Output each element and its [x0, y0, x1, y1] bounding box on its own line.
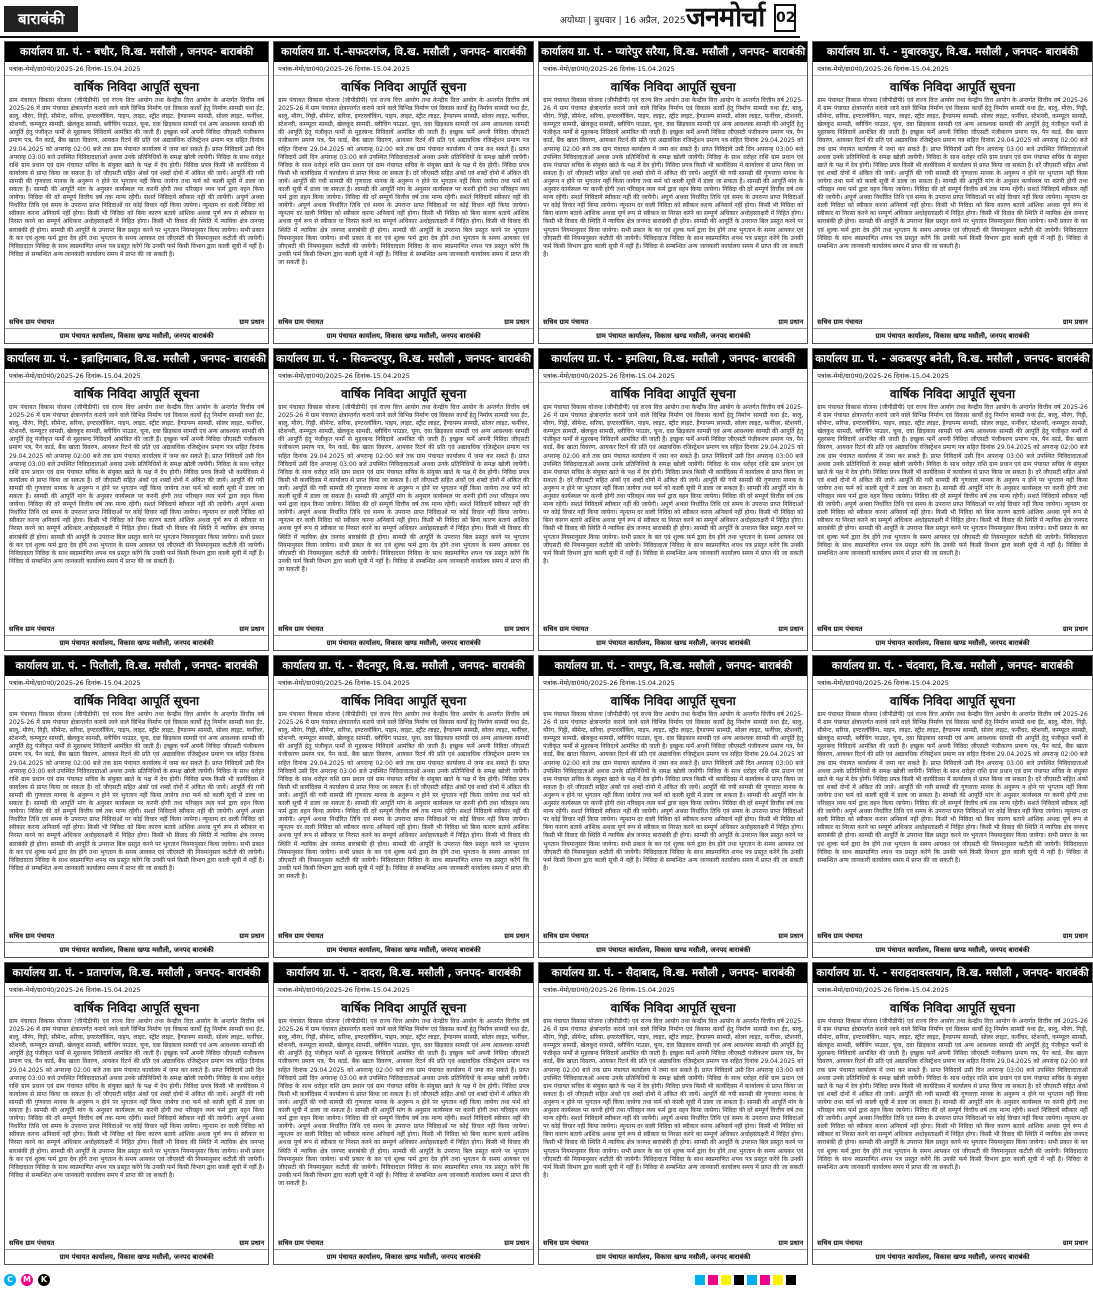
tender-notice [4, 962, 269, 1265]
color-swatch [747, 1275, 757, 1285]
notice-signatures [274, 622, 533, 635]
tender-notice [812, 41, 1093, 344]
tender-notice [273, 41, 534, 344]
notice-footer: ग्राम पंचायत कार्यालय, विकास खण्ड मसौली, जनपद बाराबंकी [5, 1249, 268, 1264]
notice-footer: ग्राम पंचायत कार्यालय, विकास खण्ड मसौली, जनपद बाराबंकी [539, 1249, 807, 1264]
notice-body: ग्राम पंचायत विकास योजना (जीपीडीपी) एवं राज्य वित्त आयोग तथा केन्द्रीय वित्त आयोग के अन्तर्गत वित्तीय वर्ष 2025-26 में ग्राम पंचायत क्षेत्रान्तर्गत कराये जाने वाले विभिन्न निर्माण एवं विकास कार्यों हेतु निर्माण सामग्री यथा ईंट, बालू, मौरंग, गिट्टी, सीमेन्ट, सरिया, इण्टरलॉकिंग, पाइप, लाइट, स्ट्रीट लाइट, हैण्डपम्प सामग्री, सोलर लाइट, फर्नीचर, स्टेशनरी, कम्प्यूटर सामग्री, खेलकूद सामग्री, ब्लीचिंग पाउडर, चूना, दवा छिड़काव सामग्री एवं अन्य आवश्यक सामग्री की आपूर्ति हेतु पंजीकृत फर्मों से मुहरबन्द निविदायें आमंत्रित की जाती हैं। इच्छुक फर्में अपनी निविदा जीएसटी पंजीकरण प्रमाण पत्र, पैन कार्ड, बैंक खाता विवरण, आयकर रिटर्न की प्रति एवं अद्यावधिक रजिस्ट्रेशन प्रमाण पत्र सहित दिनांक 29.04.2025 को अपरान्ह 02:00 बजे तक ग्राम पंचायत कार्यालय में जमा कर सकते हैं। प्राप्त निविदायें उसी दिन अपरान्ह 03:00 बजे उपस्थित निविदादाताओं अथवा उनके प्रतिनिधियों के समक्ष खोली जायेंगी। निविदा के साथ धरोहर राशि ग्राम प्रधान एवं ग्राम पंचायत सचिव के संयुक्त खाते के पक्ष में देय होगी। निविदा प्रपत्र किसी भी कार्यदिवस में कार्यालय से प्राप्त किया जा सकता है। दरें जीएसटी सहित अंकों एवं शब्दों दोनों में अंकित की जायें। आपूर्ति की गयी सामग्री की गुणवत्ता मानक के अनुरूप न होने पर भुगतान नहीं किया जायेगा तथा फर्म को काली सूची में डाला जा सकता है। सामग्री की आपूर्ति मांग के अनुसार कार्यस्थल पर करनी होगी तथा परिवहन व्यय फर्म द्वारा वहन किया जायेगा। निविदा की दरें सम्पूर्ण वित्तीय वर्ष तक मान्य रहेंगी। सशर्त निविदायें स्वीकार नहीं की जायेंगी। अपूर्ण अथवा निर्धारित तिथि एवं समय के उपरान्त प्राप्त निविदाओं पर कोई विचार नहीं किया जायेगा। न्यूनतम दर वाली निविदा को स्वीकार करना अनिवार्य नहीं होगा। किसी भी निविदा को बिना कारण बताये आंशिक अथवा पूर्ण रूप से स्वीकार या निरस्त करने का सम्पूर्ण अधिकार अधोहस्ताक्षरी में निहित होगा। किसी भी विवाद की स्थिति में न्यायिक क्षेत्र जनपद बाराबंकी ही होगा। सामग्री की आपूर्ति के उपरान्त बिल प्रस्तुत करने पर भुगतान नियमानुसार किया जायेगा। सभी प्रकार के कर एवं शुल्क फर्म द्वारा देय होंगे तथा भुगतान के समय आयकर एवं जीएसटी की नियमानुसार कटौती की जायेगी। निविदादाता निविदा के साथ स्वप्रमाणित शपथ पत्र प्रस्तुत करेंगे कि उनकी फर्म किसी विभाग द्वारा काली सूची में नहीं है। निविदा से सम्बन्धित अन्य जानकारी कार्यालय समय में प्राप्त की जा सकती है। [278, 404, 530, 573]
notice-office-title: कार्यालय ग्रा. पं. - पिलौली, वि.ख. मसौली , जनपद- बाराबंकी [5, 656, 268, 676]
sign-right: ग्राम प्रधान [778, 318, 804, 326]
notice-ref-line: पत्रांक-मेमो/ग्रा0पं0/2025-26 दिनांक-15.04.2025 [539, 983, 807, 997]
notice-heading: वार्षिक निविदा आपूर्ति सूचना [341, 1001, 467, 1015]
notice-footer: ग्राम पंचायत कार्यालय, विकास खण्ड मसौली, जनपद बाराबंकी [539, 635, 807, 650]
notice-ref-line: पत्रांक-मेमो/ग्रा0पं0/2025-26 दिनांक-15.04.2025 [813, 62, 1092, 76]
sign-right: ग्राम प्रधान [504, 1239, 530, 1247]
notice-body: ग्राम पंचायत विकास योजना (जीपीडीपी) एवं राज्य वित्त आयोग तथा केन्द्रीय वित्त आयोग के अन्तर्गत वित्तीय वर्ष 2025-26 में ग्राम पंचायत क्षेत्रान्तर्गत कराये जाने वाले विभिन्न निर्माण एवं विकास कार्यों हेतु निर्माण सामग्री यथा ईंट, बालू, मौरंग, गिट्टी, सीमेन्ट, सरिया, इण्टरलॉकिंग, पाइप, लाइट, स्ट्रीट लाइट, हैण्डपम्प सामग्री, सोलर लाइट, फर्नीचर, स्टेशनरी, कम्प्यूटर सामग्री, खेलकूद सामग्री, ब्लीचिंग पाउडर, चूना, दवा छिड़काव सामग्री एवं अन्य आवश्यक सामग्री की आपूर्ति हेतु पंजीकृत फर्मों से मुहरबन्द निविदायें आमंत्रित की जाती हैं। इच्छुक फर्में अपनी निविदा जीएसटी पंजीकरण प्रमाण पत्र, पैन कार्ड, बैंक खाता विवरण, आयकर रिटर्न की प्रति एवं अद्यावधिक रजिस्ट्रेशन प्रमाण पत्र सहित दिनांक 29.04.2025 को अपरान्ह 02:00 बजे तक ग्राम पंचायत कार्यालय में जमा कर सकते हैं। प्राप्त निविदायें उसी दिन अपरान्ह 03:00 बजे उपस्थित निविदादाताओं अथवा उनके प्रतिनिधियों के समक्ष खोली जायेंगी। निविदा के साथ धरोहर राशि ग्राम प्रधान एवं ग्राम पंचायत सचिव के संयुक्त खाते के पक्ष में देय होगी। निविदा प्रपत्र किसी भी कार्यदिवस में कार्यालय से प्राप्त किया जा सकता है। दरें जीएसटी सहित अंकों एवं शब्दों दोनों में अंकित की जायें। आपूर्ति की गयी सामग्री की गुणवत्ता मानक के अनुरूप न होने पर भुगतान नहीं किया जायेगा तथा फर्म को काली सूची में डाला जा सकता है। सामग्री की आपूर्ति मांग के अनुसार कार्यस्थल पर करनी होगी तथा परिवहन व्यय फर्म द्वारा वहन किया जायेगा। निविदा की दरें सम्पूर्ण वित्तीय वर्ष तक मान्य रहेंगी। सशर्त निविदायें स्वीकार नहीं की जायेंगी। अपूर्ण अथवा निर्धारित तिथि एवं समय के उपरान्त प्राप्त निविदाओं पर कोई विचार नहीं किया जायेगा। न्यूनतम दर वाली निविदा को स्वीकार करना अनिवार्य नहीं होगा। किसी भी निविदा को बिना कारण बताये आंशिक अथवा पूर्ण रूप से स्वीकार या निरस्त करने का सम्पूर्ण अधिकार अधोहस्ताक्षरी में निहित होगा। किसी भी विवाद की स्थिति में न्यायिक क्षेत्र जनपद बाराबंकी ही होगा। सामग्री की आपूर्ति के उपरान्त बिल प्रस्तुत करने पर भुगतान नियमानुसार किया जायेगा। सभी प्रकार के कर एवं शुल्क फर्म द्वारा देय होंगे तथा भुगतान के समय आयकर एवं जीएसटी की नियमानुसार कटौती की जायेगी। निविदादाता निविदा के साथ स्वप्रमाणित शपथ पत्र प्रस्तुत करेंगे कि उनकी फर्म किसी विभाग द्वारा काली सूची में नहीं है। निविदा से सम्बन्धित अन्य जानकारी कार्यालय समय में प्राप्त की जा सकती है। [817, 711, 1088, 864]
color-swatch [760, 1275, 770, 1285]
notice-ref-line: पत्रांक-मेमो/ग्रा0पं0/2025-26 दिनांक-15.04.2025 [813, 983, 1092, 997]
notice-ref-line: पत्रांक-मेमो/ग्रा0पं0/2025-26 दिनांक-15.04.2025 [813, 369, 1092, 383]
notice-office-title: कार्यालय ग्रा. पं. - प्यारेपुर सरैया, वि.ख. मसौली , जनपद- बाराबंकी [539, 42, 807, 62]
notice-heading: वार्षिक निविदा आपूर्ति सूचना [74, 1001, 200, 1015]
notice-heading: वार्षिक निविदा आपूर्ति सूचना [74, 694, 200, 708]
notice-signatures [813, 622, 1092, 635]
notice-body: ग्राम पंचायत विकास योजना (जीपीडीपी) एवं राज्य वित्त आयोग तथा केन्द्रीय वित्त आयोग के अन्तर्गत वित्तीय वर्ष 2025-26 में ग्राम पंचायत क्षेत्रान्तर्गत कराये जाने वाले विभिन्न निर्माण एवं विकास कार्यों हेतु निर्माण सामग्री यथा ईंट, बालू, मौरंग, गिट्टी, सीमेन्ट, सरिया, इण्टरलॉकिंग, पाइप, लाइट, स्ट्रीट लाइट, हैण्डपम्प सामग्री, सोलर लाइट, फर्नीचर, स्टेशनरी, कम्प्यूटर सामग्री, खेलकूद सामग्री, ब्लीचिंग पाउडर, चूना, दवा छिड़काव सामग्री एवं अन्य आवश्यक सामग्री की आपूर्ति हेतु पंजीकृत फर्मों से मुहरबन्द निविदायें आमंत्रित की जाती हैं। इच्छुक फर्में अपनी निविदा जीएसटी पंजीकरण प्रमाण पत्र, पैन कार्ड, बैंक खाता विवरण, आयकर रिटर्न की प्रति एवं अद्यावधिक रजिस्ट्रेशन प्रमाण पत्र सहित दिनांक 29.04.2025 को अपरान्ह 02:00 बजे तक ग्राम पंचायत कार्यालय में जमा कर सकते हैं। प्राप्त निविदायें उसी दिन अपरान्ह 03:00 बजे उपस्थित निविदादाताओं अथवा उनके प्रतिनिधियों के समक्ष खोली जायेंगी। निविदा के साथ धरोहर राशि ग्राम प्रधान एवं ग्राम पंचायत सचिव के संयुक्त खाते के पक्ष में देय होगी। निविदा प्रपत्र किसी भी कार्यदिवस में कार्यालय से प्राप्त किया जा सकता है। दरें जीएसटी सहित अंकों एवं शब्दों दोनों में अंकित की जायें। आपूर्ति की गयी सामग्री की गुणवत्ता मानक के अनुरूप न होने पर भुगतान नहीं किया जायेगा तथा फर्म को काली सूची में डाला जा सकता है। सामग्री की आपूर्ति मांग के अनुसार कार्यस्थल पर करनी होगी तथा परिवहन व्यय फर्म द्वारा वहन किया जायेगा। निविदा की दरें सम्पूर्ण वित्तीय वर्ष तक मान्य रहेंगी। सशर्त निविदायें स्वीकार नहीं की जायेंगी। अपूर्ण अथवा निर्धारित तिथि एवं समय के उपरान्त प्राप्त निविदाओं पर कोई विचार नहीं किया जायेगा। न्यूनतम दर वाली निविदा को स्वीकार करना अनिवार्य नहीं होगा। किसी भी निविदा को बिना कारण बताये आंशिक अथवा पूर्ण रूप से स्वीकार या निरस्त करने का सम्पूर्ण अधिकार अधोहस्ताक्षरी में निहित होगा। किसी भी विवाद की स्थिति में न्यायिक क्षेत्र जनपद बाराबंकी ही होगा। सामग्री की आपूर्ति के उपरान्त बिल प्रस्तुत करने पर भुगतान नियमानुसार किया जायेगा। सभी प्रकार के कर एवं शुल्क फर्म द्वारा देय होंगे तथा भुगतान के समय आयकर एवं जीएसटी की नियमानुसार कटौती की जायेगी। निविदादाता निविदा के साथ स्वप्रमाणित शपथ पत्र प्रस्तुत करेंगे कि उनकी फर्म किसी विभाग द्वारा काली सूची में नहीं है। निविदा से सम्बन्धित अन्य जानकारी कार्यालय समय में प्राप्त की जा सकती है। [817, 1018, 1088, 1171]
tender-notice [538, 962, 808, 1265]
notice-signatures [813, 315, 1092, 328]
sign-left: सचिव ग्राम पंचायत [278, 625, 324, 633]
notice-ref-line: पत्रांक-मेमो/ग्रा0पं0/2025-26 दिनांक-15.04.2025 [813, 676, 1092, 690]
notice-footer: ग्राम पंचायत कार्यालय, विकास खण्ड मसौली, जनपद बाराबंकी [5, 942, 268, 957]
sign-left: सचिव ग्राम पंचायत [543, 625, 589, 633]
sign-right: ग्राम प्रधान [1062, 1239, 1088, 1247]
notice-body: ग्राम पंचायत विकास योजना (जीपीडीपी) एवं राज्य वित्त आयोग तथा केन्द्रीय वित्त आयोग के अन्तर्गत वित्तीय वर्ष 2025-26 में ग्राम पंचायत क्षेत्रान्तर्गत कराये जाने वाले विभिन्न निर्माण एवं विकास कार्यों हेतु निर्माण सामग्री यथा ईंट, बालू, मौरंग, गिट्टी, सीमेन्ट, सरिया, इण्टरलॉकिंग, पाइप, लाइट, स्ट्रीट लाइट, हैण्डपम्प सामग्री, सोलर लाइट, फर्नीचर, स्टेशनरी, कम्प्यूटर सामग्री, खेलकूद सामग्री, ब्लीचिंग पाउडर, चूना, दवा छिड़काव सामग्री एवं अन्य आवश्यक सामग्री की आपूर्ति हेतु पंजीकृत फर्मों से मुहरबन्द निविदायें आमंत्रित की जाती हैं। इच्छुक फर्में अपनी निविदा जीएसटी पंजीकरण प्रमाण पत्र, पैन कार्ड, बैंक खाता विवरण, आयकर रिटर्न की प्रति एवं अद्यावधिक रजिस्ट्रेशन प्रमाण पत्र सहित दिनांक 29.04.2025 को अपरान्ह 02:00 बजे तक ग्राम पंचायत कार्यालय में जमा कर सकते हैं। प्राप्त निविदायें उसी दिन अपरान्ह 03:00 बजे उपस्थित निविदादाताओं अथवा उनके प्रतिनिधियों के समक्ष खोली जायेंगी। निविदा के साथ धरोहर राशि ग्राम प्रधान एवं ग्राम पंचायत सचिव के संयुक्त खाते के पक्ष में देय होगी। निविदा प्रपत्र किसी भी कार्यदिवस में कार्यालय से प्राप्त किया जा सकता है। दरें जीएसटी सहित अंकों एवं शब्दों दोनों में अंकित की जायें। आपूर्ति की गयी सामग्री की गुणवत्ता मानक के अनुरूप न होने पर भुगतान नहीं किया जायेगा तथा फर्म को काली सूची में डाला जा सकता है। सामग्री की आपूर्ति मांग के अनुसार कार्यस्थल पर करनी होगी तथा परिवहन व्यय फर्म द्वारा वहन किया जायेगा। निविदा की दरें सम्पूर्ण वित्तीय वर्ष तक मान्य रहेंगी। सशर्त निविदायें स्वीकार नहीं की जायेंगी। अपूर्ण अथवा निर्धारित तिथि एवं समय के उपरान्त प्राप्त निविदाओं पर कोई विचार नहीं किया जायेगा। न्यूनतम दर वाली निविदा को स्वीकार करना अनिवार्य नहीं होगा। किसी भी निविदा को बिना कारण बताये आंशिक अथवा पूर्ण रूप से स्वीकार या निरस्त करने का सम्पूर्ण अधिकार अधोहस्ताक्षरी में निहित होगा। किसी भी विवाद की स्थिति में न्यायिक क्षेत्र जनपद बाराबंकी ही होगा। सामग्री की आपूर्ति के उपरान्त बिल प्रस्तुत करने पर भुगतान नियमानुसार किया जायेगा। सभी प्रकार के कर एवं शुल्क फर्म द्वारा देय होंगे तथा भुगतान के समय आयकर एवं जीएसटी की नियमानुसार कटौती की जायेगी। निविदादाता निविदा के साथ स्वप्रमाणित शपथ पत्र प्रस्तुत करेंगे कि उनकी फर्म किसी विभाग द्वारा काली सूची में नहीं है। निविदा से सम्बन्धित अन्य जानकारी कार्यालय समय में प्राप्त की जा सकती है। [543, 97, 804, 258]
sign-right: ग्राम प्रधान [239, 625, 265, 633]
notice-body: ग्राम पंचायत विकास योजना (जीपीडीपी) एवं राज्य वित्त आयोग तथा केन्द्रीय वित्त आयोग के अन्तर्गत वित्तीय वर्ष 2025-26 में ग्राम पंचायत क्षेत्रान्तर्गत कराये जाने वाले विभिन्न निर्माण एवं विकास कार्यों हेतु निर्माण सामग्री यथा ईंट, बालू, मौरंग, गिट्टी, सीमेन्ट, सरिया, इण्टरलॉकिंग, पाइप, लाइट, स्ट्रीट लाइट, हैण्डपम्प सामग्री, सोलर लाइट, फर्नीचर, स्टेशनरी, कम्प्यूटर सामग्री, खेलकूद सामग्री, ब्लीचिंग पाउडर, चूना, दवा छिड़काव सामग्री एवं अन्य आवश्यक सामग्री की आपूर्ति हेतु पंजीकृत फर्मों से मुहरबन्द निविदायें आमंत्रित की जाती हैं। इच्छुक फर्में अपनी निविदा जीएसटी पंजीकरण प्रमाण पत्र, पैन कार्ड, बैंक खाता विवरण, आयकर रिटर्न की प्रति एवं अद्यावधिक रजिस्ट्रेशन प्रमाण पत्र सहित दिनांक 29.04.2025 को अपरान्ह 02:00 बजे तक ग्राम पंचायत कार्यालय में जमा कर सकते हैं। प्राप्त निविदायें उसी दिन अपरान्ह 03:00 बजे उपस्थित निविदादाताओं अथवा उनके प्रतिनिधियों के समक्ष खोली जायेंगी। निविदा के साथ धरोहर राशि ग्राम प्रधान एवं ग्राम पंचायत सचिव के संयुक्त खाते के पक्ष में देय होगी। निविदा प्रपत्र किसी भी कार्यदिवस में कार्यालय से प्राप्त किया जा सकता है। दरें जीएसटी सहित अंकों एवं शब्दों दोनों में अंकित की जायें। आपूर्ति की गयी सामग्री की गुणवत्ता मानक के अनुरूप न होने पर भुगतान नहीं किया जायेगा तथा फर्म को काली सूची में डाला जा सकता है। सामग्री की आपूर्ति मांग के अनुसार कार्यस्थल पर करनी होगी तथा परिवहन व्यय फर्म द्वारा वहन किया जायेगा। निविदा की दरें सम्पूर्ण वित्तीय वर्ष तक मान्य रहेंगी। सशर्त निविदायें स्वीकार नहीं की जायेंगी। अपूर्ण अथवा निर्धारित तिथि एवं समय के उपरान्त प्राप्त निविदाओं पर कोई विचार नहीं किया जायेगा। न्यूनतम दर वाली निविदा को स्वीकार करना अनिवार्य नहीं होगा। किसी भी निविदा को बिना कारण बताये आंशिक अथवा पूर्ण रूप से स्वीकार या निरस्त करने का सम्पूर्ण अधिकार अधोहस्ताक्षरी में निहित होगा। किसी भी विवाद की स्थिति में न्यायिक क्षेत्र जनपद बाराबंकी ही होगा। सामग्री की आपूर्ति के उपरान्त बिल प्रस्तुत करने पर भुगतान नियमानुसार किया जायेगा। सभी प्रकार के कर एवं शुल्क फर्म द्वारा देय होंगे तथा भुगतान के समय आयकर एवं जीएसटी की नियमानुसार कटौती की जायेगी। निविदादाता निविदा के साथ स्वप्रमाणित शपथ पत्र प्रस्तुत करेंगे कि उनकी फर्म किसी विभाग द्वारा काली सूची में नहीं है। निविदा से सम्बन्धित अन्य जानकारी कार्यालय समय में प्राप्त की जा सकती है। [543, 1018, 804, 1179]
page-number: 02 [774, 4, 796, 32]
notice-body: ग्राम पंचायत विकास योजना (जीपीडीपी) एवं राज्य वित्त आयोग तथा केन्द्रीय वित्त आयोग के अन्तर्गत वित्तीय वर्ष 2025-26 में ग्राम पंचायत क्षेत्रान्तर्गत कराये जाने वाले विभिन्न निर्माण एवं विकास कार्यों हेतु निर्माण सामग्री यथा ईंट, बालू, मौरंग, गिट्टी, सीमेन्ट, सरिया, इण्टरलॉकिंग, पाइप, लाइट, स्ट्रीट लाइट, हैण्डपम्प सामग्री, सोलर लाइट, फर्नीचर, स्टेशनरी, कम्प्यूटर सामग्री, खेलकूद सामग्री, ब्लीचिंग पाउडर, चूना, दवा छिड़काव सामग्री एवं अन्य आवश्यक सामग्री की आपूर्ति हेतु पंजीकृत फर्मों से मुहरबन्द निविदायें आमंत्रित की जाती हैं। इच्छुक फर्में अपनी निविदा जीएसटी पंजीकरण प्रमाण पत्र, पैन कार्ड, बैंक खाता विवरण, आयकर रिटर्न की प्रति एवं अद्यावधिक रजिस्ट्रेशन प्रमाण पत्र सहित दिनांक 29.04.2025 को अपरान्ह 02:00 बजे तक ग्राम पंचायत कार्यालय में जमा कर सकते हैं। प्राप्त निविदायें उसी दिन अपरान्ह 03:00 बजे उपस्थित निविदादाताओं अथवा उनके प्रतिनिधियों के समक्ष खोली जायेंगी। निविदा के साथ धरोहर राशि ग्राम प्रधान एवं ग्राम पंचायत सचिव के संयुक्त खाते के पक्ष में देय होगी। निविदा प्रपत्र किसी भी कार्यदिवस में कार्यालय से प्राप्त किया जा सकता है। दरें जीएसटी सहित अंकों एवं शब्दों दोनों में अंकित की जायें। आपूर्ति की गयी सामग्री की गुणवत्ता मानक के अनुरूप न होने पर भुगतान नहीं किया जायेगा तथा फर्म को काली सूची में डाला जा सकता है। सामग्री की आपूर्ति मांग के अनुसार कार्यस्थल पर करनी होगी तथा परिवहन व्यय फर्म द्वारा वहन किया जायेगा। निविदा की दरें सम्पूर्ण वित्तीय वर्ष तक मान्य रहेंगी। सशर्त निविदायें स्वीकार नहीं की जायेंगी। अपूर्ण अथवा निर्धारित तिथि एवं समय के उपरान्त प्राप्त निविदाओं पर कोई विचार नहीं किया जायेगा। न्यूनतम दर वाली निविदा को स्वीकार करना अनिवार्य नहीं होगा। किसी भी निविदा को बिना कारण बताये आंशिक अथवा पूर्ण रूप से स्वीकार या निरस्त करने का सम्पूर्ण अधिकार अधोहस्ताक्षरी में निहित होगा। किसी भी विवाद की स्थिति में न्यायिक क्षेत्र जनपद बाराबंकी ही होगा। सामग्री की आपूर्ति के उपरान्त बिल प्रस्तुत करने पर भुगतान नियमानुसार किया जायेगा। सभी प्रकार के कर एवं शुल्क फर्म द्वारा देय होंगे तथा भुगतान के समय आयकर एवं जीएसटी की नियमानुसार कटौती की जायेगी। निविदादाता निविदा के साथ स्वप्रमाणित शपथ पत्र प्रस्तुत करेंगे कि उनकी फर्म किसी विभाग द्वारा काली सूची में नहीं है। निविदा से सम्बन्धित अन्य जानकारी कार्यालय समय में प्राप्त की जा सकती है। [9, 404, 265, 565]
section-label: बाराबंकी [4, 6, 78, 32]
notice-office-title: कार्यालय ग्रा. पं. - प्रतापगंज, वि.ख. मसौली , जनपद- बाराबंकी [5, 963, 268, 983]
notice-signatures [539, 1236, 807, 1249]
tender-notice [812, 962, 1093, 1265]
sign-left: सचिव ग्राम पंचायत [817, 932, 863, 940]
notice-signatures [5, 622, 268, 635]
color-swatches [695, 1275, 796, 1285]
color-swatch [786, 1275, 796, 1285]
notice-ref-line: पत्रांक-मेमो/ग्रा0पं0/2025-26 दिनांक-15.04.2025 [5, 369, 268, 383]
sign-left: सचिव ग्राम पंचायत [278, 932, 324, 940]
notice-signatures [813, 1236, 1092, 1249]
notice-ref-line: पत्रांक-मेमो/ग्रा0पं0/2025-26 दिनांक-15.04.2025 [5, 983, 268, 997]
sign-right: ग्राम प्रधान [778, 625, 804, 633]
notice-signatures [274, 1236, 533, 1249]
notice-heading: वार्षिक निविदा आपूर्ति सूचना [341, 694, 467, 708]
notice-office-title: कार्यालय ग्रा. पं. - मुबारकपुर, वि.ख. मसौली , जनपद- बाराबंकी [813, 42, 1092, 62]
notice-body: ग्राम पंचायत विकास योजना (जीपीडीपी) एवं राज्य वित्त आयोग तथा केन्द्रीय वित्त आयोग के अन्तर्गत वित्तीय वर्ष 2025-26 में ग्राम पंचायत क्षेत्रान्तर्गत कराये जाने वाले विभिन्न निर्माण एवं विकास कार्यों हेतु निर्माण सामग्री यथा ईंट, बालू, मौरंग, गिट्टी, सीमेन्ट, सरिया, इण्टरलॉकिंग, पाइप, लाइट, स्ट्रीट लाइट, हैण्डपम्प सामग्री, सोलर लाइट, फर्नीचर, स्टेशनरी, कम्प्यूटर सामग्री, खेलकूद सामग्री, ब्लीचिंग पाउडर, चूना, दवा छिड़काव सामग्री एवं अन्य आवश्यक सामग्री की आपूर्ति हेतु पंजीकृत फर्मों से मुहरबन्द निविदायें आमंत्रित की जाती हैं। इच्छुक फर्में अपनी निविदा जीएसटी पंजीकरण प्रमाण पत्र, पैन कार्ड, बैंक खाता विवरण, आयकर रिटर्न की प्रति एवं अद्यावधिक रजिस्ट्रेशन प्रमाण पत्र सहित दिनांक 29.04.2025 को अपरान्ह 02:00 बजे तक ग्राम पंचायत कार्यालय में जमा कर सकते हैं। प्राप्त निविदायें उसी दिन अपरान्ह 03:00 बजे उपस्थित निविदादाताओं अथवा उनके प्रतिनिधियों के समक्ष खोली जायेंगी। निविदा के साथ धरोहर राशि ग्राम प्रधान एवं ग्राम पंचायत सचिव के संयुक्त खाते के पक्ष में देय होगी। निविदा प्रपत्र किसी भी कार्यदिवस में कार्यालय से प्राप्त किया जा सकता है। दरें जीएसटी सहित अंकों एवं शब्दों दोनों में अंकित की जायें। आपूर्ति की गयी सामग्री की गुणवत्ता मानक के अनुरूप न होने पर भुगतान नहीं किया जायेगा तथा फर्म को काली सूची में डाला जा सकता है। सामग्री की आपूर्ति मांग के अनुसार कार्यस्थल पर करनी होगी तथा परिवहन व्यय फर्म द्वारा वहन किया जायेगा। निविदा की दरें सम्पूर्ण वित्तीय वर्ष तक मान्य रहेंगी। सशर्त निविदायें स्वीकार नहीं की जायेंगी। अपूर्ण अथवा निर्धारित तिथि एवं समय के उपरान्त प्राप्त निविदाओं पर कोई विचार नहीं किया जायेगा। न्यूनतम दर वाली निविदा को स्वीकार करना अनिवार्य नहीं होगा। किसी भी निविदा को बिना कारण बताये आंशिक अथवा पूर्ण रूप से स्वीकार या निरस्त करने का सम्पूर्ण अधिकार अधोहस्ताक्षरी में निहित होगा। किसी भी विवाद की स्थिति में न्यायिक क्षेत्र जनपद बाराबंकी ही होगा। सामग्री की आपूर्ति के उपरान्त बिल प्रस्तुत करने पर भुगतान नियमानुसार किया जायेगा। सभी प्रकार के कर एवं शुल्क फर्म द्वारा देय होंगे तथा भुगतान के समय आयकर एवं जीएसटी की नियमानुसार कटौती की जायेगी। निविदादाता निविदा के साथ स्वप्रमाणित शपथ पत्र प्रस्तुत करेंगे कि उनकी फर्म किसी विभाग द्वारा काली सूची में नहीं है। निविदा से सम्बन्धित अन्य जानकारी कार्यालय समय में प्राप्त की जा सकती है। [278, 97, 530, 266]
tender-notice [538, 41, 808, 344]
notice-heading: वार्षिक निविदा आपूर्ति सूचना [610, 80, 736, 94]
notice-office-title: कार्यालय ग्रा. पं. - चंदवारा, वि.ख. मसौली , जनपद- बाराबंकी [813, 656, 1092, 676]
notice-footer: ग्राम पंचायत कार्यालय, विकास खण्ड मसौली, जनपद बाराबंकी [813, 1249, 1092, 1264]
tender-notice [4, 348, 269, 651]
notice-footer: ग्राम पंचायत कार्यालय, विकास खण्ड मसौली, जनपद बाराबंकी [274, 328, 533, 343]
notice-heading: वार्षिक निविदा आपूर्ति सूचना [610, 387, 736, 401]
color-swatch [773, 1275, 783, 1285]
notice-heading: वार्षिक निविदा आपूर्ति सूचना [889, 694, 1016, 708]
notice-footer: ग्राम पंचायत कार्यालय, विकास खण्ड मसौली, जनपद बाराबंकी [813, 328, 1092, 343]
sign-left: सचिव ग्राम पंचायत [543, 1239, 589, 1247]
sign-right: ग्राम प्रधान [1062, 932, 1088, 940]
notice-signatures [5, 1236, 268, 1249]
notice-signatures [539, 929, 807, 942]
notice-office-title: कार्यालय ग्रा. पं. - सैदनपुर, वि.ख. मसौली , जनपद- बाराबंकी [274, 656, 533, 676]
sign-left: सचिव ग्राम पंचायत [817, 1239, 863, 1247]
notice-signatures [5, 929, 268, 942]
notice-footer: ग्राम पंचायत कार्यालय, विकास खण्ड मसौली, जनपद बाराबंकी [813, 942, 1092, 957]
notice-footer: ग्राम पंचायत कार्यालय, विकास खण्ड मसौली, जनपद बाराबंकी [274, 1249, 533, 1264]
sign-right: ग्राम प्रधान [778, 932, 804, 940]
tender-notice [4, 41, 269, 344]
notice-office-title: कार्यालय ग्रा. पं. - सराहदावस्तयान, वि.ख. मसौली , जनपद- बाराबंकी [813, 963, 1092, 983]
notice-body: ग्राम पंचायत विकास योजना (जीपीडीपी) एवं राज्य वित्त आयोग तथा केन्द्रीय वित्त आयोग के अन्तर्गत वित्तीय वर्ष 2025-26 में ग्राम पंचायत क्षेत्रान्तर्गत कराये जाने वाले विभिन्न निर्माण एवं विकास कार्यों हेतु निर्माण सामग्री यथा ईंट, बालू, मौरंग, गिट्टी, सीमेन्ट, सरिया, इण्टरलॉकिंग, पाइप, लाइट, स्ट्रीट लाइट, हैण्डपम्प सामग्री, सोलर लाइट, फर्नीचर, स्टेशनरी, कम्प्यूटर सामग्री, खेलकूद सामग्री, ब्लीचिंग पाउडर, चूना, दवा छिड़काव सामग्री एवं अन्य आवश्यक सामग्री की आपूर्ति हेतु पंजीकृत फर्मों से मुहरबन्द निविदायें आमंत्रित की जाती हैं। इच्छुक फर्में अपनी निविदा जीएसटी पंजीकरण प्रमाण पत्र, पैन कार्ड, बैंक खाता विवरण, आयकर रिटर्न की प्रति एवं अद्यावधिक रजिस्ट्रेशन प्रमाण पत्र सहित दिनांक 29.04.2025 को अपरान्ह 02:00 बजे तक ग्राम पंचायत कार्यालय में जमा कर सकते हैं। प्राप्त निविदायें उसी दिन अपरान्ह 03:00 बजे उपस्थित निविदादाताओं अथवा उनके प्रतिनिधियों के समक्ष खोली जायेंगी। निविदा के साथ धरोहर राशि ग्राम प्रधान एवं ग्राम पंचायत सचिव के संयुक्त खाते के पक्ष में देय होगी। निविदा प्रपत्र किसी भी कार्यदिवस में कार्यालय से प्राप्त किया जा सकता है। दरें जीएसटी सहित अंकों एवं शब्दों दोनों में अंकित की जायें। आपूर्ति की गयी सामग्री की गुणवत्ता मानक के अनुरूप न होने पर भुगतान नहीं किया जायेगा तथा फर्म को काली सूची में डाला जा सकता है। सामग्री की आपूर्ति मांग के अनुसार कार्यस्थल पर करनी होगी तथा परिवहन व्यय फर्म द्वारा वहन किया जायेगा। निविदा की दरें सम्पूर्ण वित्तीय वर्ष तक मान्य रहेंगी। सशर्त निविदायें स्वीकार नहीं की जायेंगी। अपूर्ण अथवा निर्धारित तिथि एवं समय के उपरान्त प्राप्त निविदाओं पर कोई विचार नहीं किया जायेगा। न्यूनतम दर वाली निविदा को स्वीकार करना अनिवार्य नहीं होगा। किसी भी निविदा को बिना कारण बताये आंशिक अथवा पूर्ण रूप से स्वीकार या निरस्त करने का सम्पूर्ण अधिकार अधोहस्ताक्षरी में निहित होगा। किसी भी विवाद की स्थिति में न्यायिक क्षेत्र जनपद बाराबंकी ही होगा। सामग्री की आपूर्ति के उपरान्त बिल प्रस्तुत करने पर भुगतान नियमानुसार किया जायेगा। सभी प्रकार के कर एवं शुल्क फर्म द्वारा देय होंगे तथा भुगतान के समय आयकर एवं जीएसटी की नियमानुसार कटौती की जायेगी। निविदादाता निविदा के साथ स्वप्रमाणित शपथ पत्र प्रस्तुत करेंगे कि उनकी फर्म किसी विभाग द्वारा काली सूची में नहीं है। निविदा से सम्बन्धित अन्य जानकारी कार्यालय समय में प्राप्त की जा सकती है। [9, 711, 265, 872]
notice-ref-line: पत्रांक-मेमो/ग्रा0पं0/2025-26 दिनांक-15.04.2025 [274, 983, 533, 997]
tender-notice [812, 348, 1093, 651]
sign-left: सचिव ग्राम पंचायत [9, 1239, 55, 1247]
notice-footer: ग्राम पंचायत कार्यालय, विकास खण्ड मसौली, जनपद बाराबंकी [274, 942, 533, 957]
notice-heading: वार्षिक निविदा आपूर्ति सूचना [889, 387, 1016, 401]
notice-footer: ग्राम पंचायत कार्यालय, विकास खण्ड मसौली, जनपद बाराबंकी [539, 328, 807, 343]
notice-signatures [539, 622, 807, 635]
dateline: अयोध्या | बुधवार | 16 अप्रैल, 2025 [560, 16, 686, 26]
notice-ref-line: पत्रांक-मेमो/ग्रा0पं0/2025-26 दिनांक-15.04.2025 [539, 62, 807, 76]
color-swatch [695, 1275, 705, 1285]
sign-right: ग्राम प्रधान [239, 932, 265, 940]
notice-office-title: कार्यालय ग्रा. पं. - दादरा, वि.ख. मसौली , जनपद- बाराबंकी [274, 963, 533, 983]
notice-ref-line: पत्रांक-मेमो/ग्रा0पं0/2025-26 दिनांक-15.04.2025 [274, 369, 533, 383]
sign-left: सचिव ग्राम पंचायत [278, 1239, 324, 1247]
sign-left: सचिव ग्राम पंचायत [543, 932, 589, 940]
sign-left: सचिव ग्राम पंचायत [817, 625, 863, 633]
notice-body: ग्राम पंचायत विकास योजना (जीपीडीपी) एवं राज्य वित्त आयोग तथा केन्द्रीय वित्त आयोग के अन्तर्गत वित्तीय वर्ष 2025-26 में ग्राम पंचायत क्षेत्रान्तर्गत कराये जाने वाले विभिन्न निर्माण एवं विकास कार्यों हेतु निर्माण सामग्री यथा ईंट, बालू, मौरंग, गिट्टी, सीमेन्ट, सरिया, इण्टरलॉकिंग, पाइप, लाइट, स्ट्रीट लाइट, हैण्डपम्प सामग्री, सोलर लाइट, फर्नीचर, स्टेशनरी, कम्प्यूटर सामग्री, खेलकूद सामग्री, ब्लीचिंग पाउडर, चूना, दवा छिड़काव सामग्री एवं अन्य आवश्यक सामग्री की आपूर्ति हेतु पंजीकृत फर्मों से मुहरबन्द निविदायें आमंत्रित की जाती हैं। इच्छुक फर्में अपनी निविदा जीएसटी पंजीकरण प्रमाण पत्र, पैन कार्ड, बैंक खाता विवरण, आयकर रिटर्न की प्रति एवं अद्यावधिक रजिस्ट्रेशन प्रमाण पत्र सहित दिनांक 29.04.2025 को अपरान्ह 02:00 बजे तक ग्राम पंचायत कार्यालय में जमा कर सकते हैं। प्राप्त निविदायें उसी दिन अपरान्ह 03:00 बजे उपस्थित निविदादाताओं अथवा उनके प्रतिनिधियों के समक्ष खोली जायेंगी। निविदा के साथ धरोहर राशि ग्राम प्रधान एवं ग्राम पंचायत सचिव के संयुक्त खाते के पक्ष में देय होगी। निविदा प्रपत्र किसी भी कार्यदिवस में कार्यालय से प्राप्त किया जा सकता है। दरें जीएसटी सहित अंकों एवं शब्दों दोनों में अंकित की जायें। आपूर्ति की गयी सामग्री की गुणवत्ता मानक के अनुरूप न होने पर भुगतान नहीं किया जायेगा तथा फर्म को काली सूची में डाला जा सकता है। सामग्री की आपूर्ति मांग के अनुसार कार्यस्थल पर करनी होगी तथा परिवहन व्यय फर्म द्वारा वहन किया जायेगा। निविदा की दरें सम्पूर्ण वित्तीय वर्ष तक मान्य रहेंगी। सशर्त निविदायें स्वीकार नहीं की जायेंगी। अपूर्ण अथवा निर्धारित तिथि एवं समय के उपरान्त प्राप्त निविदाओं पर कोई विचार नहीं किया जायेगा। न्यूनतम दर वाली निविदा को स्वीकार करना अनिवार्य नहीं होगा। किसी भी निविदा को बिना कारण बताये आंशिक अथवा पूर्ण रूप से स्वीकार या निरस्त करने का सम्पूर्ण अधिकार अधोहस्ताक्षरी में निहित होगा। किसी भी विवाद की स्थिति में न्यायिक क्षेत्र जनपद बाराबंकी ही होगा। सामग्री की आपूर्ति के उपरान्त बिल प्रस्तुत करने पर भुगतान नियमानुसार किया जायेगा। सभी प्रकार के कर एवं शुल्क फर्म द्वारा देय होंगे तथा भुगतान के समय आयकर एवं जीएसटी की नियमानुसार कटौती की जायेगी। निविदादाता निविदा के साथ स्वप्रमाणित शपथ पत्र प्रस्तुत करेंगे कि उनकी फर्म किसी विभाग द्वारा काली सूची में नहीं है। निविदा से सम्बन्धित अन्य जानकारी कार्यालय समय में प्राप्त की जा सकती है। [278, 711, 530, 880]
notice-body: ग्राम पंचायत विकास योजना (जीपीडीपी) एवं राज्य वित्त आयोग तथा केन्द्रीय वित्त आयोग के अन्तर्गत वित्तीय वर्ष 2025-26 में ग्राम पंचायत क्षेत्रान्तर्गत कराये जाने वाले विभिन्न निर्माण एवं विकास कार्यों हेतु निर्माण सामग्री यथा ईंट, बालू, मौरंग, गिट्टी, सीमेन्ट, सरिया, इण्टरलॉकिंग, पाइप, लाइट, स्ट्रीट लाइट, हैण्डपम्प सामग्री, सोलर लाइट, फर्नीचर, स्टेशनरी, कम्प्यूटर सामग्री, खेलकूद सामग्री, ब्लीचिंग पाउडर, चूना, दवा छिड़काव सामग्री एवं अन्य आवश्यक सामग्री की आपूर्ति हेतु पंजीकृत फर्मों से मुहरबन्द निविदायें आमंत्रित की जाती हैं। इच्छुक फर्में अपनी निविदा जीएसटी पंजीकरण प्रमाण पत्र, पैन कार्ड, बैंक खाता विवरण, आयकर रिटर्न की प्रति एवं अद्यावधिक रजिस्ट्रेशन प्रमाण पत्र सहित दिनांक 29.04.2025 को अपरान्ह 02:00 बजे तक ग्राम पंचायत कार्यालय में जमा कर सकते हैं। प्राप्त निविदायें उसी दिन अपरान्ह 03:00 बजे उपस्थित निविदादाताओं अथवा उनके प्रतिनिधियों के समक्ष खोली जायेंगी। निविदा के साथ धरोहर राशि ग्राम प्रधान एवं ग्राम पंचायत सचिव के संयुक्त खाते के पक्ष में देय होगी। निविदा प्रपत्र किसी भी कार्यदिवस में कार्यालय से प्राप्त किया जा सकता है। दरें जीएसटी सहित अंकों एवं शब्दों दोनों में अंकित की जायें। आपूर्ति की गयी सामग्री की गुणवत्ता मानक के अनुरूप न होने पर भुगतान नहीं किया जायेगा तथा फर्म को काली सूची में डाला जा सकता है। सामग्री की आपूर्ति मांग के अनुसार कार्यस्थल पर करनी होगी तथा परिवहन व्यय फर्म द्वारा वहन किया जायेगा। निविदा की दरें सम्पूर्ण वित्तीय वर्ष तक मान्य रहेंगी। सशर्त निविदायें स्वीकार नहीं की जायेंगी। अपूर्ण अथवा निर्धारित तिथि एवं समय के उपरान्त प्राप्त निविदाओं पर कोई विचार नहीं किया जायेगा। न्यूनतम दर वाली निविदा को स्वीकार करना अनिवार्य नहीं होगा। किसी भी निविदा को बिना कारण बताये आंशिक अथवा पूर्ण रूप से स्वीकार या निरस्त करने का सम्पूर्ण अधिकार अधोहस्ताक्षरी में निहित होगा। किसी भी विवाद की स्थिति में न्यायिक क्षेत्र जनपद बाराबंकी ही होगा। सामग्री की आपूर्ति के उपरान्त बिल प्रस्तुत करने पर भुगतान नियमानुसार किया जायेगा। सभी प्रकार के कर एवं शुल्क फर्म द्वारा देय होंगे तथा भुगतान के समय आयकर एवं जीएसटी की नियमानुसार कटौती की जायेगी। निविदादाता निविदा के साथ स्वप्रमाणित शपथ पत्र प्रस्तुत करेंगे कि उनकी फर्म किसी विभाग द्वारा काली सूची में नहीं है। निविदा से सम्बन्धित अन्य जानकारी कार्यालय समय में प्राप्त की जा सकती है। [9, 1018, 265, 1179]
notice-body: ग्राम पंचायत विकास योजना (जीपीडीपी) एवं राज्य वित्त आयोग तथा केन्द्रीय वित्त आयोग के अन्तर्गत वित्तीय वर्ष 2025-26 में ग्राम पंचायत क्षेत्रान्तर्गत कराये जाने वाले विभिन्न निर्माण एवं विकास कार्यों हेतु निर्माण सामग्री यथा ईंट, बालू, मौरंग, गिट्टी, सीमेन्ट, सरिया, इण्टरलॉकिंग, पाइप, लाइट, स्ट्रीट लाइट, हैण्डपम्प सामग्री, सोलर लाइट, फर्नीचर, स्टेशनरी, कम्प्यूटर सामग्री, खेलकूद सामग्री, ब्लीचिंग पाउडर, चूना, दवा छिड़काव सामग्री एवं अन्य आवश्यक सामग्री की आपूर्ति हेतु पंजीकृत फर्मों से मुहरबन्द निविदायें आमंत्रित की जाती हैं। इच्छुक फर्में अपनी निविदा जीएसटी पंजीकरण प्रमाण पत्र, पैन कार्ड, बैंक खाता विवरण, आयकर रिटर्न की प्रति एवं अद्यावधिक रजिस्ट्रेशन प्रमाण पत्र सहित दिनांक 29.04.2025 को अपरान्ह 02:00 बजे तक ग्राम पंचायत कार्यालय में जमा कर सकते हैं। प्राप्त निविदायें उसी दिन अपरान्ह 03:00 बजे उपस्थित निविदादाताओं अथवा उनके प्रतिनिधियों के समक्ष खोली जायेंगी। निविदा के साथ धरोहर राशि ग्राम प्रधान एवं ग्राम पंचायत सचिव के संयुक्त खाते के पक्ष में देय होगी। निविदा प्रपत्र किसी भी कार्यदिवस में कार्यालय से प्राप्त किया जा सकता है। दरें जीएसटी सहित अंकों एवं शब्दों दोनों में अंकित की जायें। आपूर्ति की गयी सामग्री की गुणवत्ता मानक के अनुरूप न होने पर भुगतान नहीं किया जायेगा तथा फर्म को काली सूची में डाला जा सकता है। सामग्री की आपूर्ति मांग के अनुसार कार्यस्थल पर करनी होगी तथा परिवहन व्यय फर्म द्वारा वहन किया जायेगा। निविदा की दरें सम्पूर्ण वित्तीय वर्ष तक मान्य रहेंगी। सशर्त निविदायें स्वीकार नहीं की जायेंगी। अपूर्ण अथवा निर्धारित तिथि एवं समय के उपरान्त प्राप्त निविदाओं पर कोई विचार नहीं किया जायेगा। न्यूनतम दर वाली निविदा को स्वीकार करना अनिवार्य नहीं होगा। किसी भी निविदा को बिना कारण बताये आंशिक अथवा पूर्ण रूप से स्वीकार या निरस्त करने का सम्पूर्ण अधिकार अधोहस्ताक्षरी में निहित होगा। किसी भी विवाद की स्थिति में न्यायिक क्षेत्र जनपद बाराबंकी ही होगा। सामग्री की आपूर्ति के उपरान्त बिल प्रस्तुत करने पर भुगतान नियमानुसार किया जायेगा। सभी प्रकार के कर एवं शुल्क फर्म द्वारा देय होंगे तथा भुगतान के समय आयकर एवं जीएसटी की नियमानुसार कटौती की जायेगी। निविदादाता निविदा के साथ स्वप्रमाणित शपथ पत्र प्रस्तुत करेंगे कि उनकी फर्म किसी विभाग द्वारा काली सूची में नहीं है। निविदा से सम्बन्धित अन्य जानकारी कार्यालय समय में प्राप्त की जा सकती है। [817, 404, 1088, 557]
sign-right: ग्राम प्रधान [504, 625, 530, 633]
notice-ref-line: पत्रांक-मेमो/ग्रा0पं0/2025-26 दिनांक-15.04.2025 [274, 62, 533, 76]
registration-mark-cyan: C [4, 1274, 16, 1286]
notice-office-title: कार्यालय ग्रा. पं. - इमलिया, वि.ख. मसौली , जनपद- बाराबंकी [539, 349, 807, 369]
sign-right: ग्राम प्रधान [504, 932, 530, 940]
notice-body: ग्राम पंचायत विकास योजना (जीपीडीपी) एवं राज्य वित्त आयोग तथा केन्द्रीय वित्त आयोग के अन्तर्गत वित्तीय वर्ष 2025-26 में ग्राम पंचायत क्षेत्रान्तर्गत कराये जाने वाले विभिन्न निर्माण एवं विकास कार्यों हेतु निर्माण सामग्री यथा ईंट, बालू, मौरंग, गिट्टी, सीमेन्ट, सरिया, इण्टरलॉकिंग, पाइप, लाइट, स्ट्रीट लाइट, हैण्डपम्प सामग्री, सोलर लाइट, फर्नीचर, स्टेशनरी, कम्प्यूटर सामग्री, खेलकूद सामग्री, ब्लीचिंग पाउडर, चूना, दवा छिड़काव सामग्री एवं अन्य आवश्यक सामग्री की आपूर्ति हेतु पंजीकृत फर्मों से मुहरबन्द निविदायें आमंत्रित की जाती हैं। इच्छुक फर्में अपनी निविदा जीएसटी पंजीकरण प्रमाण पत्र, पैन कार्ड, बैंक खाता विवरण, आयकर रिटर्न की प्रति एवं अद्यावधिक रजिस्ट्रेशन प्रमाण पत्र सहित दिनांक 29.04.2025 को अपरान्ह 02:00 बजे तक ग्राम पंचायत कार्यालय में जमा कर सकते हैं। प्राप्त निविदायें उसी दिन अपरान्ह 03:00 बजे उपस्थित निविदादाताओं अथवा उनके प्रतिनिधियों के समक्ष खोली जायेंगी। निविदा के साथ धरोहर राशि ग्राम प्रधान एवं ग्राम पंचायत सचिव के संयुक्त खाते के पक्ष में देय होगी। निविदा प्रपत्र किसी भी कार्यदिवस में कार्यालय से प्राप्त किया जा सकता है। दरें जीएसटी सहित अंकों एवं शब्दों दोनों में अंकित की जायें। आपूर्ति की गयी सामग्री की गुणवत्ता मानक के अनुरूप न होने पर भुगतान नहीं किया जायेगा तथा फर्म को काली सूची में डाला जा सकता है। सामग्री की आपूर्ति मांग के अनुसार कार्यस्थल पर करनी होगी तथा परिवहन व्यय फर्म द्वारा वहन किया जायेगा। निविदा की दरें सम्पूर्ण वित्तीय वर्ष तक मान्य रहेंगी। सशर्त निविदायें स्वीकार नहीं की जायेंगी। अपूर्ण अथवा निर्धारित तिथि एवं समय के उपरान्त प्राप्त निविदाओं पर कोई विचार नहीं किया जायेगा। न्यूनतम दर वाली निविदा को स्वीकार करना अनिवार्य नहीं होगा। किसी भी निविदा को बिना कारण बताये आंशिक अथवा पूर्ण रूप से स्वीकार या निरस्त करने का सम्पूर्ण अधिकार अधोहस्ताक्षरी में निहित होगा। किसी भी विवाद की स्थिति में न्यायिक क्षेत्र जनपद बाराबंकी ही होगा। सामग्री की आपूर्ति के उपरान्त बिल प्रस्तुत करने पर भुगतान नियमानुसार किया जायेगा। सभी प्रकार के कर एवं शुल्क फर्म द्वारा देय होंगे तथा भुगतान के समय आयकर एवं जीएसटी की नियमानुसार कटौती की जायेगी। निविदादाता निविदा के साथ स्वप्रमाणित शपथ पत्र प्रस्तुत करेंगे कि उनकी फर्म किसी विभाग द्वारा काली सूची में नहीं है। निविदा से सम्बन्धित अन्य जानकारी कार्यालय समय में प्राप्त की जा सकती है। [9, 97, 265, 258]
print-color-bar [4, 1272, 796, 1288]
masthead: जनमोर्चा [686, 2, 765, 33]
notice-footer: ग्राम पंचायत कार्यालय, विकास खण्ड मसौली, जनपद बाराबंकी [5, 635, 268, 650]
notice-heading: वार्षिक निविदा आपूर्ति सूचना [341, 387, 467, 401]
notice-heading: वार्षिक निविदा आपूर्ति सूचना [889, 80, 1016, 94]
sign-right: ग्राम प्रधान [239, 318, 265, 326]
notice-footer: ग्राम पंचायत कार्यालय, विकास खण्ड मसौली, जनपद बाराबंकी [274, 635, 533, 650]
notice-signatures [5, 315, 268, 328]
sign-left: सचिव ग्राम पंचायत [278, 318, 324, 326]
notice-heading: वार्षिक निविदा आपूर्ति सूचना [74, 80, 200, 94]
notice-body: ग्राम पंचायत विकास योजना (जीपीडीपी) एवं राज्य वित्त आयोग तथा केन्द्रीय वित्त आयोग के अन्तर्गत वित्तीय वर्ष 2025-26 में ग्राम पंचायत क्षेत्रान्तर्गत कराये जाने वाले विभिन्न निर्माण एवं विकास कार्यों हेतु निर्माण सामग्री यथा ईंट, बालू, मौरंग, गिट्टी, सीमेन्ट, सरिया, इण्टरलॉकिंग, पाइप, लाइट, स्ट्रीट लाइट, हैण्डपम्प सामग्री, सोलर लाइट, फर्नीचर, स्टेशनरी, कम्प्यूटर सामग्री, खेलकूद सामग्री, ब्लीचिंग पाउडर, चूना, दवा छिड़काव सामग्री एवं अन्य आवश्यक सामग्री की आपूर्ति हेतु पंजीकृत फर्मों से मुहरबन्द निविदायें आमंत्रित की जाती हैं। इच्छुक फर्में अपनी निविदा जीएसटी पंजीकरण प्रमाण पत्र, पैन कार्ड, बैंक खाता विवरण, आयकर रिटर्न की प्रति एवं अद्यावधिक रजिस्ट्रेशन प्रमाण पत्र सहित दिनांक 29.04.2025 को अपरान्ह 02:00 बजे तक ग्राम पंचायत कार्यालय में जमा कर सकते हैं। प्राप्त निविदायें उसी दिन अपरान्ह 03:00 बजे उपस्थित निविदादाताओं अथवा उनके प्रतिनिधियों के समक्ष खोली जायेंगी। निविदा के साथ धरोहर राशि ग्राम प्रधान एवं ग्राम पंचायत सचिव के संयुक्त खाते के पक्ष में देय होगी। निविदा प्रपत्र किसी भी कार्यदिवस में कार्यालय से प्राप्त किया जा सकता है। दरें जीएसटी सहित अंकों एवं शब्दों दोनों में अंकित की जायें। आपूर्ति की गयी सामग्री की गुणवत्ता मानक के अनुरूप न होने पर भुगतान नहीं किया जायेगा तथा फर्म को काली सूची में डाला जा सकता है। सामग्री की आपूर्ति मांग के अनुसार कार्यस्थल पर करनी होगी तथा परिवहन व्यय फर्म द्वारा वहन किया जायेगा। निविदा की दरें सम्पूर्ण वित्तीय वर्ष तक मान्य रहेंगी। सशर्त निविदायें स्वीकार नहीं की जायेंगी। अपूर्ण अथवा निर्धारित तिथि एवं समय के उपरान्त प्राप्त निविदाओं पर कोई विचार नहीं किया जायेगा। न्यूनतम दर वाली निविदा को स्वीकार करना अनिवार्य नहीं होगा। किसी भी निविदा को बिना कारण बताये आंशिक अथवा पूर्ण रूप से स्वीकार या निरस्त करने का सम्पूर्ण अधिकार अधोहस्ताक्षरी में निहित होगा। किसी भी विवाद की स्थिति में न्यायिक क्षेत्र जनपद बाराबंकी ही होगा। सामग्री की आपूर्ति के उपरान्त बिल प्रस्तुत करने पर भुगतान नियमानुसार किया जायेगा। सभी प्रकार के कर एवं शुल्क फर्म द्वारा देय होंगे तथा भुगतान के समय आयकर एवं जीएसटी की नियमानुसार कटौती की जायेगी। निविदादाता निविदा के साथ स्वप्रमाणित शपथ पत्र प्रस्तुत करेंगे कि उनकी फर्म किसी विभाग द्वारा काली सूची में नहीं है। निविदा से सम्बन्धित अन्य जानकारी कार्यालय समय में प्राप्त की जा सकती है। [543, 711, 804, 872]
sign-right: ग्राम प्रधान [239, 1239, 265, 1247]
sign-left: सचिव ग्राम पंचायत [9, 932, 55, 940]
notice-signatures [274, 929, 533, 942]
notice-heading: वार्षिक निविदा आपूर्ति सूचना [889, 1001, 1016, 1015]
color-swatch [734, 1275, 744, 1285]
notice-body: ग्राम पंचायत विकास योजना (जीपीडीपी) एवं राज्य वित्त आयोग तथा केन्द्रीय वित्त आयोग के अन्तर्गत वित्तीय वर्ष 2025-26 में ग्राम पंचायत क्षेत्रान्तर्गत कराये जाने वाले विभिन्न निर्माण एवं विकास कार्यों हेतु निर्माण सामग्री यथा ईंट, बालू, मौरंग, गिट्टी, सीमेन्ट, सरिया, इण्टरलॉकिंग, पाइप, लाइट, स्ट्रीट लाइट, हैण्डपम्प सामग्री, सोलर लाइट, फर्नीचर, स्टेशनरी, कम्प्यूटर सामग्री, खेलकूद सामग्री, ब्लीचिंग पाउडर, चूना, दवा छिड़काव सामग्री एवं अन्य आवश्यक सामग्री की आपूर्ति हेतु पंजीकृत फर्मों से मुहरबन्द निविदायें आमंत्रित की जाती हैं। इच्छुक फर्में अपनी निविदा जीएसटी पंजीकरण प्रमाण पत्र, पैन कार्ड, बैंक खाता विवरण, आयकर रिटर्न की प्रति एवं अद्यावधिक रजिस्ट्रेशन प्रमाण पत्र सहित दिनांक 29.04.2025 को अपरान्ह 02:00 बजे तक ग्राम पंचायत कार्यालय में जमा कर सकते हैं। प्राप्त निविदायें उसी दिन अपरान्ह 03:00 बजे उपस्थित निविदादाताओं अथवा उनके प्रतिनिधियों के समक्ष खोली जायेंगी। निविदा के साथ धरोहर राशि ग्राम प्रधान एवं ग्राम पंचायत सचिव के संयुक्त खाते के पक्ष में देय होगी। निविदा प्रपत्र किसी भी कार्यदिवस में कार्यालय से प्राप्त किया जा सकता है। दरें जीएसटी सहित अंकों एवं शब्दों दोनों में अंकित की जायें। आपूर्ति की गयी सामग्री की गुणवत्ता मानक के अनुरूप न होने पर भुगतान नहीं किया जायेगा तथा फर्म को काली सूची में डाला जा सकता है। सामग्री की आपूर्ति मांग के अनुसार कार्यस्थल पर करनी होगी तथा परिवहन व्यय फर्म द्वारा वहन किया जायेगा। निविदा की दरें सम्पूर्ण वित्तीय वर्ष तक मान्य रहेंगी। सशर्त निविदायें स्वीकार नहीं की जायेंगी। अपूर्ण अथवा निर्धारित तिथि एवं समय के उपरान्त प्राप्त निविदाओं पर कोई विचार नहीं किया जायेगा। न्यूनतम दर वाली निविदा को स्वीकार करना अनिवार्य नहीं होगा। किसी भी निविदा को बिना कारण बताये आंशिक अथवा पूर्ण रूप से स्वीकार या निरस्त करने का सम्पूर्ण अधिकार अधोहस्ताक्षरी में निहित होगा। किसी भी विवाद की स्थिति में न्यायिक क्षेत्र जनपद बाराबंकी ही होगा। सामग्री की आपूर्ति के उपरान्त बिल प्रस्तुत करने पर भुगतान नियमानुसार किया जायेगा। सभी प्रकार के कर एवं शुल्क फर्म द्वारा देय होंगे तथा भुगतान के समय आयकर एवं जीएसटी की नियमानुसार कटौती की जायेगी। निविदादाता निविदा के साथ स्वप्रमाणित शपथ पत्र प्रस्तुत करेंगे कि उनकी फर्म किसी विभाग द्वारा काली सूची में नहीं है। निविदा से सम्बन्धित अन्य जानकारी कार्यालय समय में प्राप्त की जा सकती है। [278, 1018, 530, 1187]
color-swatch [708, 1275, 718, 1285]
notice-ref-line: पत्रांक-मेमो/ग्रा0पं0/2025-26 दिनांक-15.04.2025 [539, 369, 807, 383]
notice-signatures [813, 929, 1092, 942]
color-swatch [721, 1275, 731, 1285]
notice-body: ग्राम पंचायत विकास योजना (जीपीडीपी) एवं राज्य वित्त आयोग तथा केन्द्रीय वित्त आयोग के अन्तर्गत वित्तीय वर्ष 2025-26 में ग्राम पंचायत क्षेत्रान्तर्गत कराये जाने वाले विभिन्न निर्माण एवं विकास कार्यों हेतु निर्माण सामग्री यथा ईंट, बालू, मौरंग, गिट्टी, सीमेन्ट, सरिया, इण्टरलॉकिंग, पाइप, लाइट, स्ट्रीट लाइट, हैण्डपम्प सामग्री, सोलर लाइट, फर्नीचर, स्टेशनरी, कम्प्यूटर सामग्री, खेलकूद सामग्री, ब्लीचिंग पाउडर, चूना, दवा छिड़काव सामग्री एवं अन्य आवश्यक सामग्री की आपूर्ति हेतु पंजीकृत फर्मों से मुहरबन्द निविदायें आमंत्रित की जाती हैं। इच्छुक फर्में अपनी निविदा जीएसटी पंजीकरण प्रमाण पत्र, पैन कार्ड, बैंक खाता विवरण, आयकर रिटर्न की प्रति एवं अद्यावधिक रजिस्ट्रेशन प्रमाण पत्र सहित दिनांक 29.04.2025 को अपरान्ह 02:00 बजे तक ग्राम पंचायत कार्यालय में जमा कर सकते हैं। प्राप्त निविदायें उसी दिन अपरान्ह 03:00 बजे उपस्थित निविदादाताओं अथवा उनके प्रतिनिधियों के समक्ष खोली जायेंगी। निविदा के साथ धरोहर राशि ग्राम प्रधान एवं ग्राम पंचायत सचिव के संयुक्त खाते के पक्ष में देय होगी। निविदा प्रपत्र किसी भी कार्यदिवस में कार्यालय से प्राप्त किया जा सकता है। दरें जीएसटी सहित अंकों एवं शब्दों दोनों में अंकित की जायें। आपूर्ति की गयी सामग्री की गुणवत्ता मानक के अनुरूप न होने पर भुगतान नहीं किया जायेगा तथा फर्म को काली सूची में डाला जा सकता है। सामग्री की आपूर्ति मांग के अनुसार कार्यस्थल पर करनी होगी तथा परिवहन व्यय फर्म द्वारा वहन किया जायेगा। निविदा की दरें सम्पूर्ण वित्तीय वर्ष तक मान्य रहेंगी। सशर्त निविदायें स्वीकार नहीं की जायेंगी। अपूर्ण अथवा निर्धारित तिथि एवं समय के उपरान्त प्राप्त निविदाओं पर कोई विचार नहीं किया जायेगा। न्यूनतम दर वाली निविदा को स्वीकार करना अनिवार्य नहीं होगा। किसी भी निविदा को बिना कारण बताये आंशिक अथवा पूर्ण रूप से स्वीकार या निरस्त करने का सम्पूर्ण अधिकार अधोहस्ताक्षरी में निहित होगा। किसी भी विवाद की स्थिति में न्यायिक क्षेत्र जनपद बाराबंकी ही होगा। सामग्री की आपूर्ति के उपरान्त बिल प्रस्तुत करने पर भुगतान नियमानुसार किया जायेगा। सभी प्रकार के कर एवं शुल्क फर्म द्वारा देय होंगे तथा भुगतान के समय आयकर एवं जीएसटी की नियमानुसार कटौती की जायेगी। निविदादाता निविदा के साथ स्वप्रमाणित शपथ पत्र प्रस्तुत करेंगे कि उनकी फर्म किसी विभाग द्वारा काली सूची में नहीं है। निविदा से सम्बन्धित अन्य जानकारी कार्यालय समय में प्राप्त की जा सकती है। [817, 97, 1088, 250]
notice-office-title: कार्यालय ग्रा. पं. - इब्राहिमाबाद, वि.ख. मसौली , जनपद- बाराबंकी [5, 349, 268, 369]
notice-office-title: कार्यालय ग्रा. पं.-सफदरगंज, वि.ख. मसौली , जनपद- बाराबंकी [274, 42, 533, 62]
notice-office-title: कार्यालय ग्रा. पं. - अकबरपुर बनेती, वि.ख. मसौली , जनपद- बाराबंकी [813, 349, 1092, 369]
tender-notice [538, 655, 808, 958]
notice-ref-line: पत्रांक-मेमो/ग्रा0पं0/2025-26 दिनांक-15.04.2025 [5, 62, 268, 76]
sign-right: ग्राम प्रधान [504, 318, 530, 326]
notices-grid [4, 41, 1090, 1265]
tender-notice [812, 655, 1093, 958]
sign-left: सचिव ग्राम पंचायत [817, 318, 863, 326]
notice-footer: ग्राम पंचायत कार्यालय, विकास खण्ड मसौली, जनपद बाराबंकी [539, 942, 807, 957]
page-header [0, 0, 800, 38]
sign-right: ग्राम प्रधान [1062, 625, 1088, 633]
sign-left: सचिव ग्राम पंचायत [9, 625, 55, 633]
registration-mark-black: K [38, 1274, 50, 1286]
tender-notice [538, 348, 808, 651]
notice-office-title: कार्यालय ग्रा. पं. - बधौर, वि.ख. मसौली , जनपद- बाराबंकी [5, 42, 268, 62]
notice-heading: वार्षिक निविदा आपूर्ति सूचना [610, 1001, 736, 1015]
notice-footer: ग्राम पंचायत कार्यालय, विकास खण्ड मसौली, जनपद बाराबंकी [813, 635, 1092, 650]
tender-notice [4, 655, 269, 958]
notice-signatures [274, 315, 533, 328]
sign-left: सचिव ग्राम पंचायत [543, 318, 589, 326]
registration-mark-magenta: M [21, 1274, 33, 1286]
notice-ref-line: पत्रांक-मेमो/ग्रा0पं0/2025-26 दिनांक-15.04.2025 [5, 676, 268, 690]
notice-heading: वार्षिक निविदा आपूर्ति सूचना [74, 387, 200, 401]
sign-right: ग्राम प्रधान [1062, 318, 1088, 326]
notice-ref-line: पत्रांक-मेमो/ग्रा0पं0/2025-26 दिनांक-15.04.2025 [274, 676, 533, 690]
tender-notice [273, 655, 534, 958]
sign-right: ग्राम प्रधान [778, 1239, 804, 1247]
notice-heading: वार्षिक निविदा आपूर्ति सूचना [341, 80, 467, 94]
notice-office-title: कार्यालय ग्रा. पं. - सिकन्दरपुर, वि.ख. मसौली , जनपद- बाराबंकी [274, 349, 533, 369]
tender-notice [273, 348, 534, 651]
notice-footer: ग्राम पंचायत कार्यालय, विकास खण्ड मसौली, जनपद बाराबंकी [5, 328, 268, 343]
notice-office-title: कार्यालय ग्रा. पं. - सैदाबाद, वि.ख. मसौली , जनपद- बाराबंकी [539, 963, 807, 983]
notice-ref-line: पत्रांक-मेमो/ग्रा0पं0/2025-26 दिनांक-15.04.2025 [539, 676, 807, 690]
notice-signatures [539, 315, 807, 328]
notice-office-title: कार्यालय ग्रा. पं. - रामपुर, वि.ख. मसौली , जनपद- बाराबंकी [539, 656, 807, 676]
notice-body: ग्राम पंचायत विकास योजना (जीपीडीपी) एवं राज्य वित्त आयोग तथा केन्द्रीय वित्त आयोग के अन्तर्गत वित्तीय वर्ष 2025-26 में ग्राम पंचायत क्षेत्रान्तर्गत कराये जाने वाले विभिन्न निर्माण एवं विकास कार्यों हेतु निर्माण सामग्री यथा ईंट, बालू, मौरंग, गिट्टी, सीमेन्ट, सरिया, इण्टरलॉकिंग, पाइप, लाइट, स्ट्रीट लाइट, हैण्डपम्प सामग्री, सोलर लाइट, फर्नीचर, स्टेशनरी, कम्प्यूटर सामग्री, खेलकूद सामग्री, ब्लीचिंग पाउडर, चूना, दवा छिड़काव सामग्री एवं अन्य आवश्यक सामग्री की आपूर्ति हेतु पंजीकृत फर्मों से मुहरबन्द निविदायें आमंत्रित की जाती हैं। इच्छुक फर्में अपनी निविदा जीएसटी पंजीकरण प्रमाण पत्र, पैन कार्ड, बैंक खाता विवरण, आयकर रिटर्न की प्रति एवं अद्यावधिक रजिस्ट्रेशन प्रमाण पत्र सहित दिनांक 29.04.2025 को अपरान्ह 02:00 बजे तक ग्राम पंचायत कार्यालय में जमा कर सकते हैं। प्राप्त निविदायें उसी दिन अपरान्ह 03:00 बजे उपस्थित निविदादाताओं अथवा उनके प्रतिनिधियों के समक्ष खोली जायेंगी। निविदा के साथ धरोहर राशि ग्राम प्रधान एवं ग्राम पंचायत सचिव के संयुक्त खाते के पक्ष में देय होगी। निविदा प्रपत्र किसी भी कार्यदिवस में कार्यालय से प्राप्त किया जा सकता है। दरें जीएसटी सहित अंकों एवं शब्दों दोनों में अंकित की जायें। आपूर्ति की गयी सामग्री की गुणवत्ता मानक के अनुरूप न होने पर भुगतान नहीं किया जायेगा तथा फर्म को काली सूची में डाला जा सकता है। सामग्री की आपूर्ति मांग के अनुसार कार्यस्थल पर करनी होगी तथा परिवहन व्यय फर्म द्वारा वहन किया जायेगा। निविदा की दरें सम्पूर्ण वित्तीय वर्ष तक मान्य रहेंगी। सशर्त निविदायें स्वीकार नहीं की जायेंगी। अपूर्ण अथवा निर्धारित तिथि एवं समय के उपरान्त प्राप्त निविदाओं पर कोई विचार नहीं किया जायेगा। न्यूनतम दर वाली निविदा को स्वीकार करना अनिवार्य नहीं होगा। किसी भी निविदा को बिना कारण बताये आंशिक अथवा पूर्ण रूप से स्वीकार या निरस्त करने का सम्पूर्ण अधिकार अधोहस्ताक्षरी में निहित होगा। किसी भी विवाद की स्थिति में न्यायिक क्षेत्र जनपद बाराबंकी ही होगा। सामग्री की आपूर्ति के उपरान्त बिल प्रस्तुत करने पर भुगतान नियमानुसार किया जायेगा। सभी प्रकार के कर एवं शुल्क फर्म द्वारा देय होंगे तथा भुगतान के समय आयकर एवं जीएसटी की नियमानुसार कटौती की जायेगी। निविदादाता निविदा के साथ स्वप्रमाणित शपथ पत्र प्रस्तुत करेंगे कि उनकी फर्म किसी विभाग द्वारा काली सूची में नहीं है। निविदा से सम्बन्धित अन्य जानकारी कार्यालय समय में प्राप्त की जा सकती है। [543, 404, 804, 565]
sign-left: सचिव ग्राम पंचायत [9, 318, 55, 326]
notice-heading: वार्षिक निविदा आपूर्ति सूचना [610, 694, 736, 708]
tender-notice [273, 962, 534, 1265]
